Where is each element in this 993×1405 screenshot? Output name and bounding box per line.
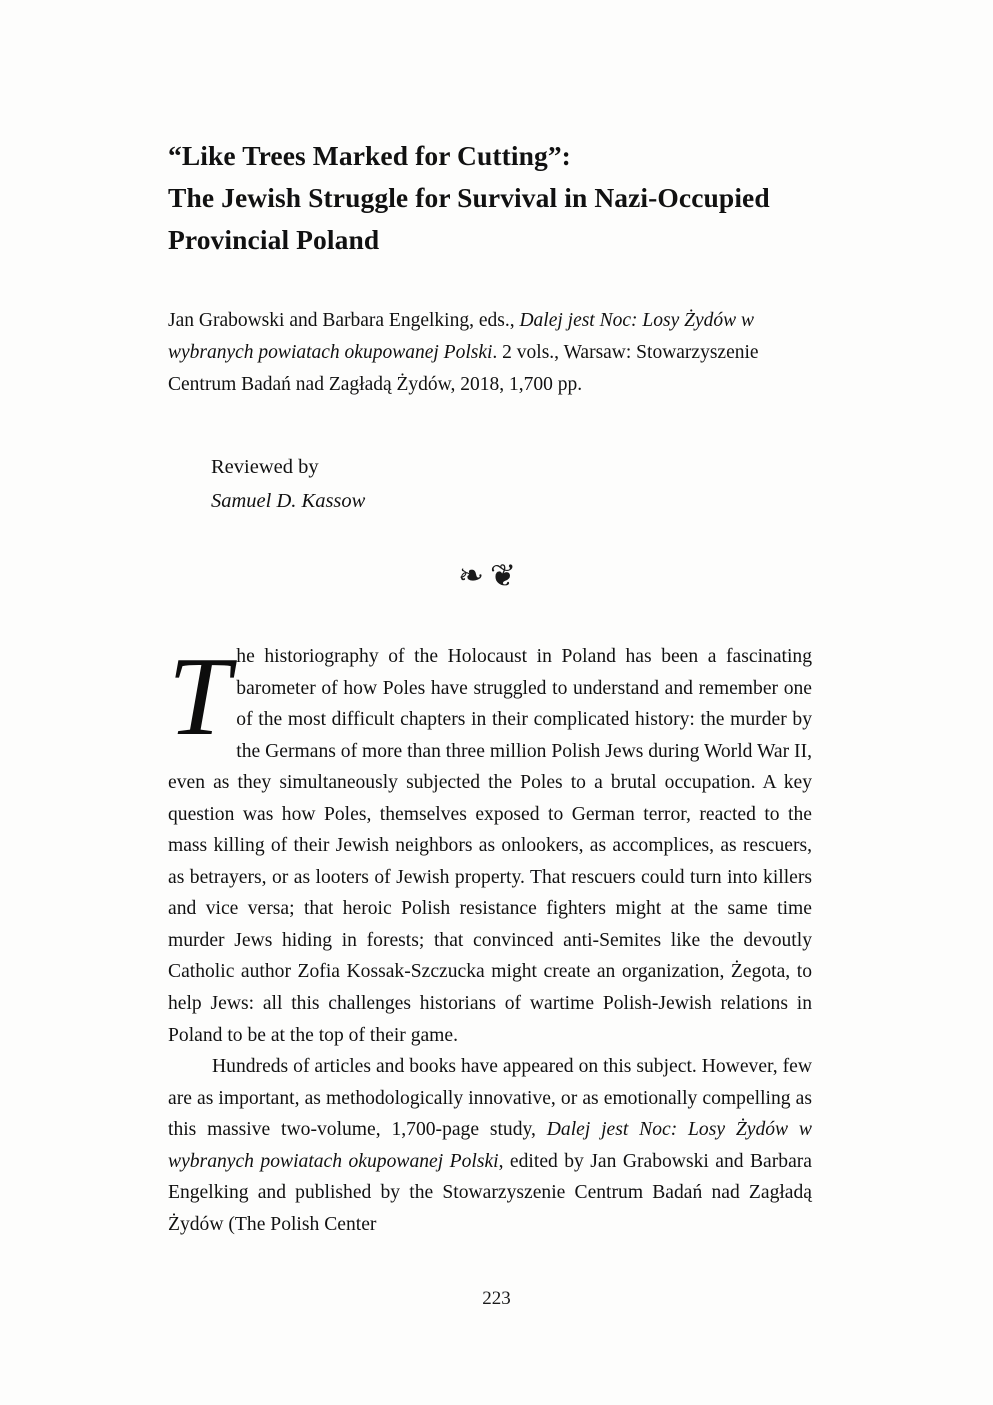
reviewed-by-label: Reviewed by — [211, 456, 319, 478]
fleuron-ornament-icon: ❧❦ — [458, 558, 522, 594]
book-citation — [168, 305, 812, 401]
body-text — [168, 635, 812, 1240]
body-paragraph-2-part2: , edited by Jan Grabowski and Barbara Engelking and published by the Stowarzyszenie Centrum Badań nad Zagładą Żydów (The Polish Center — [168, 1150, 812, 1235]
title-line-2: The Jewish Struggle for Survival in Nazi-Occupied — [168, 182, 770, 213]
title-line-1: “Like Trees Marked for Cutting”: — [168, 140, 571, 171]
body-paragraph-1 — [168, 635, 812, 1051]
reviewer-block — [211, 450, 811, 518]
page-number: 223 — [482, 1288, 511, 1309]
body-paragraph-2 — [168, 1051, 812, 1240]
reviewer-name: Samuel D. Kassow — [211, 490, 366, 512]
body-paragraph-1-text: he historiography of the Holocaust in Poland has been a fascinating barometer of how Poles have struggled to understand and remember one of the most difficult chapters in their complicated history: the murder by the Germans of more than three million Polish Jews during World War II, even as they simultaneously subjected the Poles to a brutal occupation. A key question was how Poles, themselves exposed to German terror, reacted to the mass killing of their Jewish neighbors as onlookers, as accomplices, as rescuers, as betrayers, or as looters of Jewish property. That rescuers could turn into killers and vice versa; that heroic Polish resistance fighters might at the same time murder Jews hiding in forests; that convinced anti-Semites like the devoutly Catholic author Zofia Kossak-Szczucka might create an organization, Żegota, to help Jews: all this challenges historians of wartime Polish-Jewish relations in Poland to be at the top of their game. — [168, 646, 812, 1046]
drop-cap-letter: T — [168, 635, 231, 759]
title-line-3: Provincial Poland — [168, 224, 380, 255]
body-paragraph-2-work-title: Dalej jest Noc: Losy Żydów w wybranych powiatach okupowanej Polski — [168, 1119, 812, 1172]
citation-work-title: Dalej jest Noc: Losy Żydów w wybranych powiatach okupowanej Polski — [168, 310, 754, 363]
body-paragraph-2-part1: Hundreds of articles and books have appeared on this subject. However, few are as important, as methodologically innovative, or as emotionally compelling as this massive two-volume, 1,700-page study, — [168, 1056, 812, 1141]
citation-authors: Jan Grabowski and Barbara Engelking, eds., — [168, 310, 520, 331]
page-title — [168, 135, 812, 261]
citation-publication: . 2 vols., Warsaw: Stowarzyszenie Centrum Badań nad Zagładą Żydów, 2018, 1,700 pp. — [168, 342, 759, 395]
